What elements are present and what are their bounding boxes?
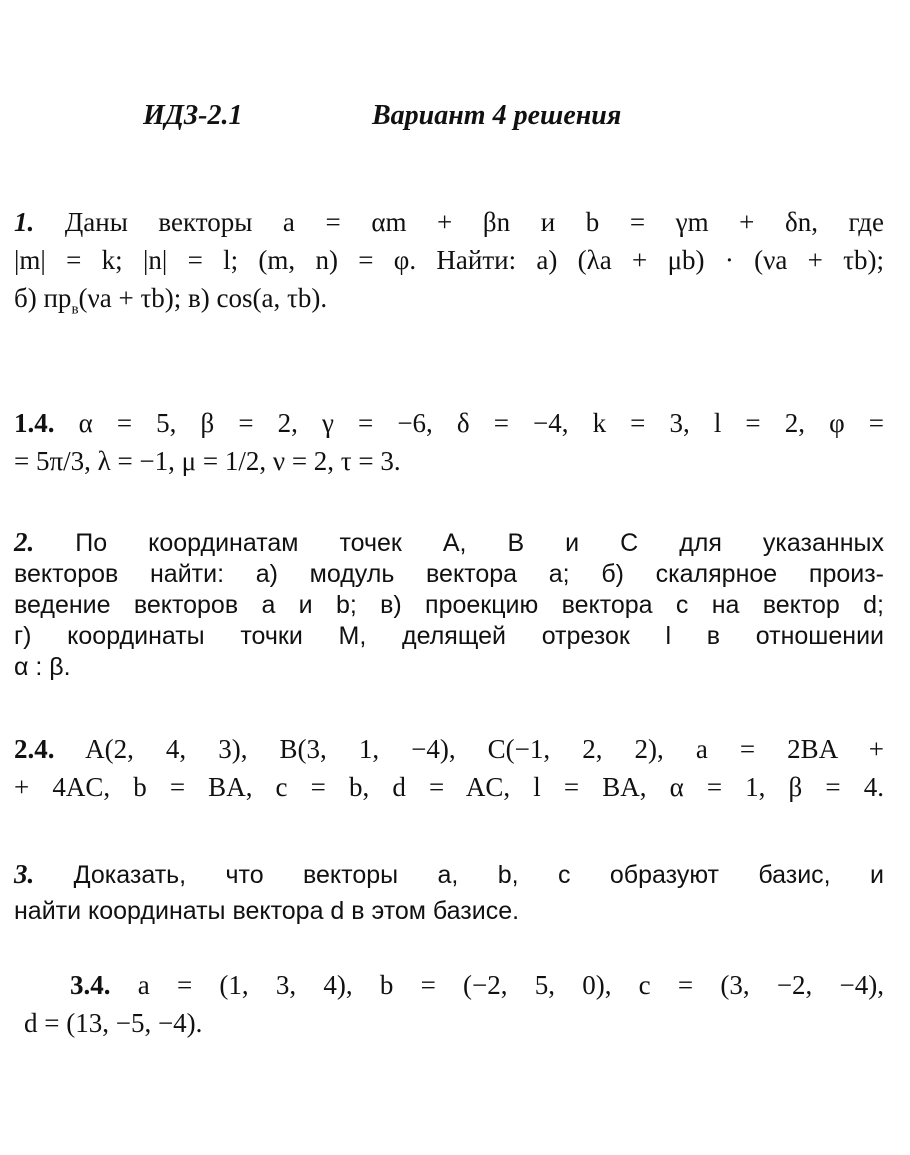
- task-1-4-line-2: = 5π/3, λ = −1, μ = 1/2, ν = 2, τ = 3.: [14, 446, 401, 476]
- task-1-4: [14, 404, 884, 480]
- task-2-line-1: 2. По координатам точек A, B и C для указанных: [14, 527, 884, 557]
- task-1-number: 1.: [14, 207, 35, 237]
- task-3: [14, 856, 884, 929]
- assignment-code: ИДЗ-2.1: [143, 100, 243, 131]
- task-2-line-3: ведение векторов a и b; в) проекцию вектора c на вектор d;: [14, 591, 884, 619]
- task-2-4: [14, 730, 884, 806]
- task-3-number: 3.: [14, 859, 35, 889]
- task-1-line-2: |m| = k; |n| = l; (m, n) = φ. Найти: а) (λa + μb) · (νa + τb);: [14, 245, 884, 275]
- task-2-4-line-2: + 4AC, b = BA, c = b, d = AC, l = BA, α = 1, β = 4.: [14, 772, 884, 802]
- task-2-line-5: α : β.: [14, 653, 71, 681]
- task-3-line-1: 3. Доказать, что векторы a, b, c образуют базис, и: [14, 859, 884, 889]
- task-1: [14, 203, 884, 328]
- task-1-4-line-1: 1.4. α = 5, β = 2, γ = −6, δ = −4, k = 3, l = 2, φ =: [14, 408, 884, 438]
- task-3-4: [14, 966, 884, 1042]
- task-2-4-number: 2.4.: [14, 734, 55, 764]
- task-2: [14, 527, 884, 683]
- task-2-number: 2.: [14, 527, 35, 557]
- task-2-line-2: векторов найти: а) модуль вектора a; б) скалярное произ-: [14, 560, 884, 588]
- variant-title: Вариант 4 решения: [372, 100, 622, 131]
- task-3-4-number: 3.4.: [70, 970, 111, 1000]
- task-2-line-4: г) координаты точки M, делящей отрезок l в отношении: [14, 622, 884, 650]
- task-3-4-line-1: 3.4. a = (1, 3, 4), b = (−2, 5, 0), c = (3, −2, −4),: [70, 970, 884, 1000]
- task-3-line-2: найти координаты вектора d в этом базисе.: [14, 897, 520, 925]
- task-1-line-1: 1. Даны векторы a = αm + βn и b = γm + δn, где: [14, 207, 884, 237]
- task-2-4-line-1: 2.4. A(2, 4, 3), B(3, 1, −4), C(−1, 2, 2), a = 2BA +: [14, 734, 884, 764]
- task-3-4-line-2: d = (13, −5, −4).: [24, 1008, 203, 1038]
- task-1-4-number: 1.4.: [14, 408, 55, 438]
- task-1-line-3: б) $пр_в(\nu a + \tau b)$; в) cos(a, τb).: [14, 283, 328, 318]
